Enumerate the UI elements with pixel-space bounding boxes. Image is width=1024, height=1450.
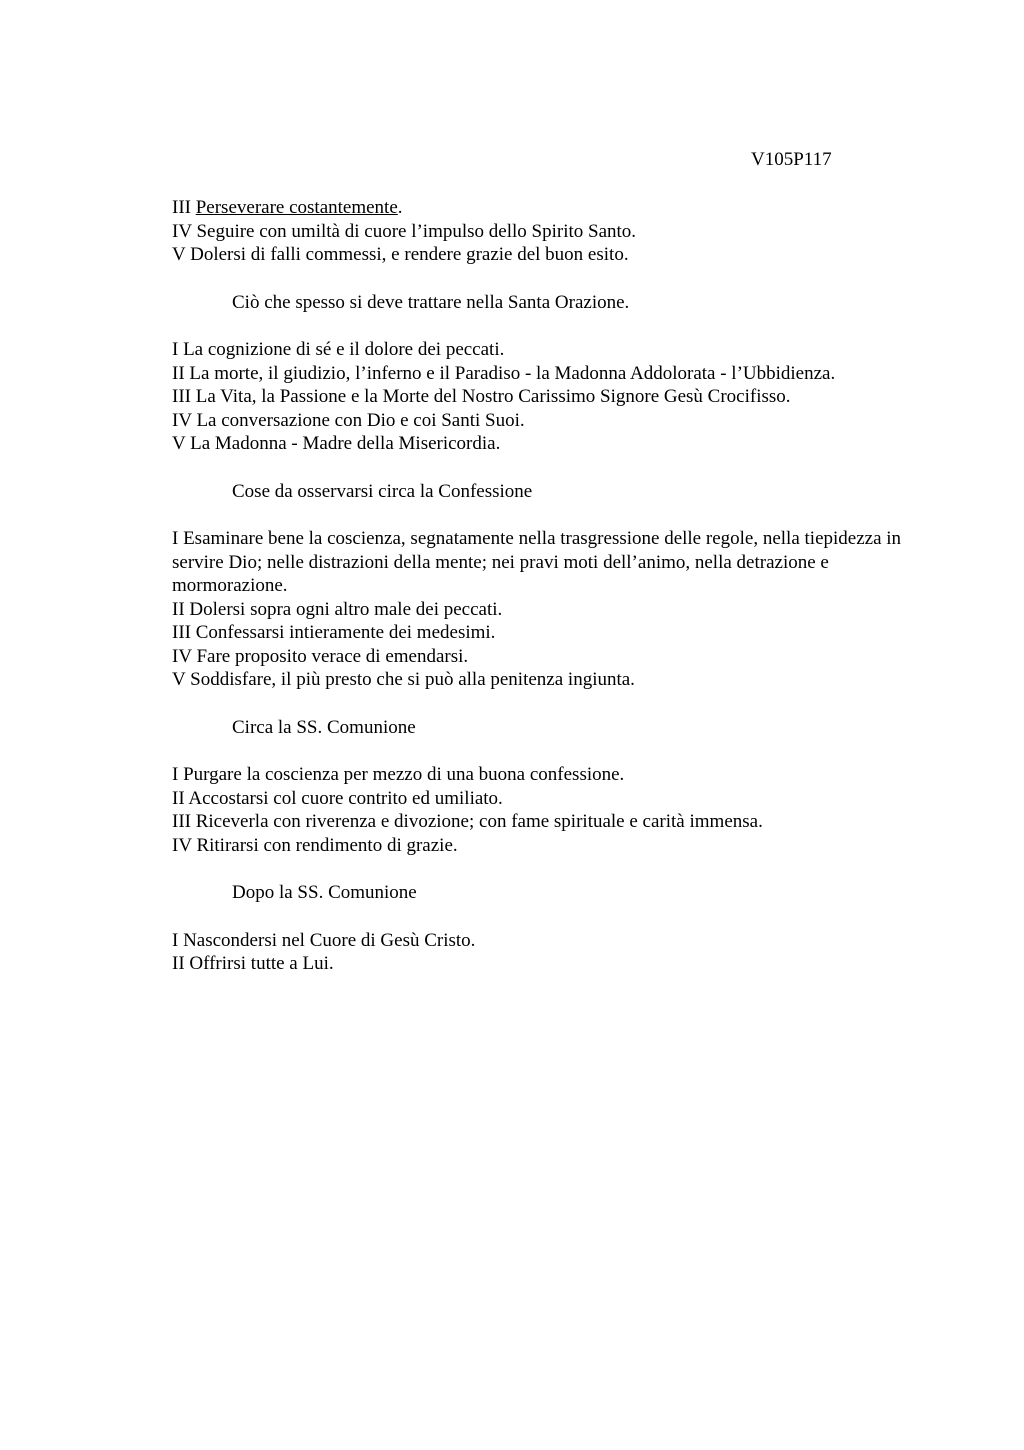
intro-item-5: V Dolersi di falli commessi, e rendere grazie del buon esito. <box>172 244 629 265</box>
section-heading-orazione: Ciò che spesso si deve trattare nella Santa Orazione. <box>232 291 630 313</box>
spacer <box>172 503 912 527</box>
intro-item-3-prefix: III <box>172 197 196 218</box>
section-heading-dopo-comunione: Dopo la SS. Comunione <box>232 882 417 903</box>
list-item: I Nascondersi nel Cuore di Gesù Cristo. <box>172 929 476 951</box>
list-item: I La cognizione di sé e il dolore dei peccati. <box>172 339 505 360</box>
section-heading-comunione: Circa la SS. Comunione <box>232 716 416 738</box>
document-body <box>172 196 912 976</box>
page-code: V105P117 <box>751 149 832 170</box>
list-item: I Purgare la coscienza per mezzo di una buona confessione. <box>172 764 625 785</box>
list-item: V Soddisfare, il più presto che si può alla penitenza ingiunta. <box>172 669 635 690</box>
intro-item-3-suffix: . <box>397 197 403 218</box>
list-item: II Dolersi sopra ogni altro male dei peccati. <box>172 598 503 620</box>
spacer <box>172 692 912 716</box>
intro-item-3-underlined: Perseverare costantemente <box>195 197 398 218</box>
list-item: II Accostarsi col cuore contrito ed umiliato. <box>172 787 503 809</box>
list-item: II La morte, il giudizio, l’inferno e il Paradiso - la Madonna Addolorata - l’Ubbidienza. <box>172 362 836 384</box>
list-item: IV Ritirarsi con rendimento di grazie. <box>172 834 458 856</box>
list-item: IV La conversazione con Dio e coi Santi Suoi. <box>172 409 525 431</box>
list-item: I Esaminare bene la coscienza, segnatamente nella trasgressione delle regole, nella tiepidezza in servire Dio; nelle distrazioni della mente; nei pravi moti dell’animo, nella detrazione e mormorazione. <box>172 528 902 596</box>
spacer <box>172 267 912 291</box>
list-item: III Confessarsi intieramente dei medesimi. <box>172 622 496 643</box>
spacer <box>172 739 912 763</box>
intro-item-3 <box>172 196 912 220</box>
list-item: V La Madonna - Madre della Misericordia. <box>172 433 501 454</box>
list-item: II Offrirsi tutte a Lui. <box>172 953 334 974</box>
spacer <box>172 314 912 338</box>
list-item: III Riceverla con riverenza e divozione; con fame spirituale e carità immensa. <box>172 811 763 832</box>
list-item: III La Vita, la Passione e la Morte del Nostro Carissimo Signore Gesù Crocifisso. <box>172 386 791 407</box>
list-item: IV Fare proposito verace di emendarsi. <box>172 645 469 667</box>
spacer <box>172 456 912 480</box>
spacer <box>172 905 912 929</box>
section-heading-confessione: Cose da osservarsi circa la Confessione <box>232 480 533 502</box>
intro-item-4: IV Seguire con umiltà di cuore l’impulso dello Spirito Santo. <box>172 220 637 242</box>
spacer <box>172 857 912 881</box>
